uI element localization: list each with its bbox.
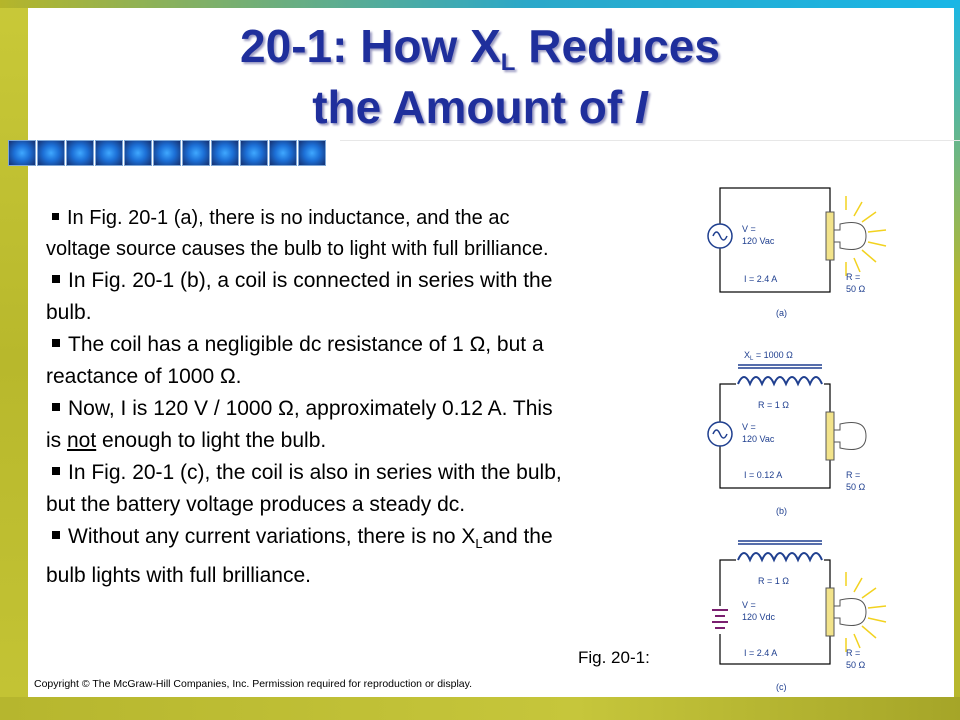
subscript: L: [475, 536, 483, 552]
divider-line: [340, 140, 960, 141]
circuit-c: [710, 541, 886, 692]
source-v-value: 120 Vdc: [742, 612, 776, 622]
bullet-item: [46, 393, 566, 457]
bullet-text: In Fig. 20-1 (a), there is no inductance, and the ac voltage source causes the bulb to light with full brilliance.: [46, 207, 549, 260]
title-subscript: L: [500, 49, 516, 76]
source-v-value: 120 Vac: [742, 236, 775, 246]
resistance-label: R =: [846, 648, 861, 658]
square-bullet-icon: [52, 213, 59, 220]
square-bullet-icon: [52, 531, 60, 539]
resistance-value: 50 Ω: [846, 284, 866, 294]
circuit-caption: (c): [776, 682, 787, 692]
bullet-item: [46, 457, 566, 521]
bullet-text: Now, I is 120 V / 1000 Ω, approximately 0.12 A. This is: [46, 397, 553, 452]
bullet-list: [46, 203, 566, 592]
title-line-2: [120, 81, 840, 133]
bulb-icon: [826, 412, 866, 460]
deco-square: [37, 140, 65, 166]
deco-square: [95, 140, 123, 166]
deco-square: [298, 140, 326, 166]
deco-square: [240, 140, 268, 166]
title-italic-i: I: [635, 81, 648, 133]
source-v-label: V =: [742, 422, 756, 432]
resistance-value: 50 Ω: [846, 660, 866, 670]
current-label: I = 2.4 A: [744, 648, 778, 658]
decorative-square-strip: [8, 140, 327, 168]
bulb-icon: [826, 572, 886, 652]
bullet-item: [46, 265, 566, 329]
ac-source-icon: [708, 422, 732, 446]
resistance-value: 50 Ω: [846, 482, 866, 492]
deco-square: [66, 140, 94, 166]
title-line-1: [120, 20, 840, 81]
square-bullet-icon: [52, 467, 60, 475]
bullet-item: [46, 329, 566, 393]
battery-icon: [710, 606, 730, 634]
frame-bottom-bar: [0, 697, 960, 720]
bullet-item: [46, 203, 566, 265]
square-bullet-icon: [52, 275, 60, 283]
source-v-label: V =: [742, 224, 756, 234]
frame-right-bar: [954, 0, 960, 720]
figure-caption: Fig. 20-1:: [578, 648, 650, 667]
title-line-1-suffix: Reduces: [515, 20, 720, 72]
circuit-diagrams: [700, 176, 920, 696]
bullet-text: The coil has a negligible dc resistance of 1 Ω, but a reactance of 1000 Ω.: [46, 333, 544, 388]
square-bullet-icon: [52, 403, 60, 411]
bullet-text: In Fig. 20-1 (b), a coil is connected in series with the bulb.: [46, 269, 553, 324]
underlined-word: not: [67, 429, 97, 452]
coil-resistance-label: R = 1 Ω: [758, 400, 789, 410]
deco-square: [182, 140, 210, 166]
square-bullet-icon: [52, 339, 60, 347]
reactance-label: $X_L = 1000$ Ω: [744, 350, 793, 362]
coil-resistance-label: R = 1 Ω: [758, 576, 789, 586]
current-label: I = 0.12 A: [744, 470, 783, 480]
circuit-caption: (b): [776, 506, 787, 516]
frame-top-bar: [0, 0, 960, 8]
bullet-text: enough to light the bulb.: [96, 429, 327, 452]
source-v-label: V =: [742, 600, 756, 610]
deco-square: [269, 140, 297, 166]
ac-source-icon: [708, 224, 732, 248]
bullet-item: [46, 521, 566, 592]
current-label: I = 2.4 A: [744, 274, 778, 284]
circuit-caption: (a): [776, 308, 787, 318]
bullet-text: and the bulb lights with full brilliance.: [46, 525, 553, 588]
bulb-icon: [826, 196, 886, 276]
deco-square: [211, 140, 239, 166]
circuit-a: [708, 188, 886, 318]
copyright-notice: Copyright © The McGraw-Hill Companies, Inc. Permission required for reproduction or display.: [34, 678, 473, 690]
source-v-value: 120 Vac: [742, 434, 775, 444]
resistance-label: R =: [846, 470, 861, 480]
bullet-text: In Fig. 20-1 (c), the coil is also in series with the bulb, but the battery voltage produces a steady dc.: [46, 461, 562, 516]
deco-square: [124, 140, 152, 166]
bullet-text: Without any current variations, there is no X: [68, 525, 476, 548]
deco-square: [8, 140, 36, 166]
title-line-2-prefix: the Amount of: [312, 81, 635, 133]
title-line-1-prefix: 20-1: How X: [240, 20, 501, 72]
circuit-b: [708, 350, 866, 516]
slide-title: [120, 20, 840, 133]
frame-left-bar: [0, 0, 28, 720]
deco-square: [153, 140, 181, 166]
resistance-label: R =: [846, 272, 861, 282]
